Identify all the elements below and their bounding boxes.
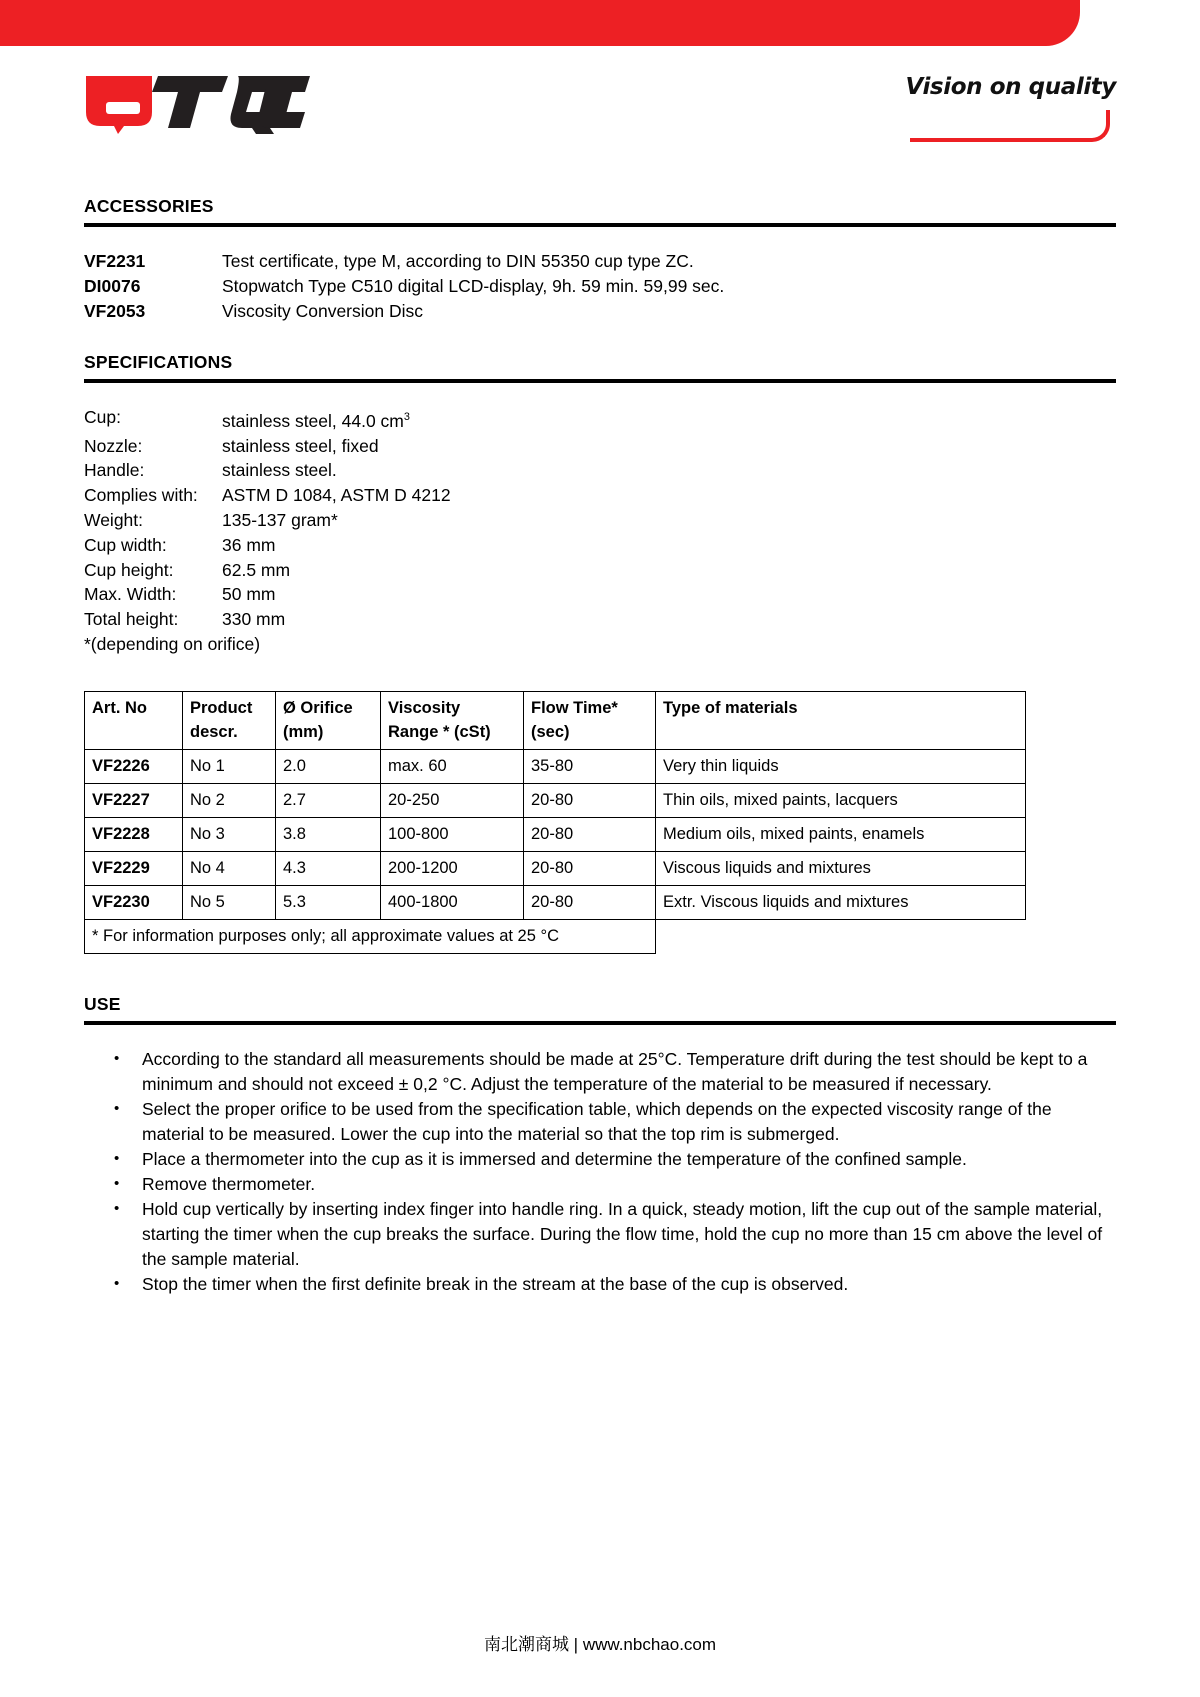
specification-row — [84, 458, 1116, 483]
cell-flow-time: 20-80 — [524, 885, 656, 919]
cell-materials: Extr. Viscous liquids and mixtures — [656, 885, 1026, 919]
header-red-band — [0, 0, 1080, 46]
cell-orifice: 5.3 — [276, 885, 381, 919]
specifications-divider — [84, 379, 1116, 383]
specification-row — [84, 558, 1116, 583]
cell-materials: Medium oils, mixed paints, enamels — [656, 817, 1026, 851]
accessory-description: Stopwatch Type C510 digital LCD-display, 9h. 59 min. 59,99 sec. — [222, 276, 725, 296]
column-header-viscosity-range: Viscosity Range * (cSt) — [381, 691, 524, 749]
table-footnote-row — [85, 919, 1026, 953]
tagline-text: Vision on quality — [905, 74, 1116, 100]
specification-label: Handle: — [84, 460, 145, 481]
page-footer: 南北潮商城 | www.nbchao.com — [483, 1635, 717, 1654]
column-header-type-of-materials: Type of materials — [656, 691, 1026, 749]
cell-art-no: VF2226 — [85, 749, 183, 783]
tqc-logo — [78, 68, 316, 136]
table-row — [85, 783, 1026, 817]
tqc-logo-icon — [78, 68, 316, 136]
cell-orifice: 2.0 — [276, 749, 381, 783]
specification-row — [84, 533, 1116, 558]
cell-materials: Thin oils, mixed paints, lacquers — [656, 783, 1026, 817]
specification-value: stainless steel, fixed — [222, 435, 379, 456]
cell-product: No 4 — [183, 851, 276, 885]
cell-art-no: VF2229 — [85, 851, 183, 885]
specification-row — [84, 483, 1116, 508]
list-item: • Place a thermometer into the cup as it is immersed and determine the temperature of the confined sample. — [114, 1147, 1116, 1172]
accessory-item — [84, 299, 1116, 324]
column-header-flow-time: Flow Time* (sec) — [524, 691, 656, 749]
specification-label: Cup height: — [84, 559, 174, 580]
specifications-heading: SPECIFICATIONS — [84, 352, 233, 372]
use-section — [84, 994, 1116, 1297]
cell-orifice: 2.7 — [276, 783, 381, 817]
use-divider — [84, 1021, 1116, 1025]
cell-viscosity: 20-250 — [381, 783, 524, 817]
column-header-orifice: Ø Orifice (mm) — [276, 691, 381, 749]
tagline-block — [872, 66, 1122, 146]
accessory-description: Viscosity Conversion Disc — [222, 301, 423, 321]
specification-label: Weight: — [84, 510, 144, 531]
cell-materials: Very thin liquids — [656, 749, 1026, 783]
cell-viscosity: 200-1200 — [381, 851, 524, 885]
cell-flow-time: 35-80 — [524, 749, 656, 783]
table-footnote-blank — [656, 919, 1026, 953]
column-header-product-descr: Product descr. — [183, 691, 276, 749]
list-item: • According to the standard all measurements should be made at 25°C. Temperature drift during the test should be kept to a minimum and should not exceed ± 0,2 °C. Adjust the temperature of the material to be measured if necessary. — [114, 1047, 1116, 1097]
specification-row — [84, 405, 1116, 434]
cell-materials: Viscous liquids and mixtures — [656, 851, 1026, 885]
accessory-description: Test certificate, type M, according to DIN 55350 cup type ZC. — [222, 251, 694, 271]
table-row — [85, 817, 1026, 851]
cell-flow-time: 20-80 — [524, 817, 656, 851]
cell-viscosity: max. 60 — [381, 749, 524, 783]
cell-product: No 2 — [183, 783, 276, 817]
table-footnote: * For information purposes only; all approximate values at 25 °C — [85, 919, 656, 953]
specification-value: 62.5 mm — [222, 559, 291, 580]
table-row — [85, 749, 1026, 783]
cell-viscosity: 100-800 — [381, 817, 524, 851]
cell-art-no: VF2227 — [85, 783, 183, 817]
accessories-section — [84, 196, 1116, 324]
page-content — [84, 196, 1116, 1297]
specification-label: Nozzle: — [84, 435, 143, 456]
specification-value: stainless steel, 44.0 $cm^3$ — [222, 410, 410, 431]
specification-row — [84, 607, 1116, 632]
cell-orifice: 4.3 — [276, 851, 381, 885]
specification-label: Cup width: — [84, 534, 167, 555]
cell-product: No 3 — [183, 817, 276, 851]
specification-row — [84, 434, 1116, 459]
specification-label: Max. Width: — [84, 584, 177, 605]
accessory-item — [84, 274, 1116, 299]
accessories-divider — [84, 223, 1116, 227]
list-item: • Select the proper orifice to be used from the specification table, which depends on the expected viscosity range of the material to be measured. Lower the cup into the material so that the top rim is submerged. — [114, 1097, 1116, 1147]
table-row — [85, 885, 1026, 919]
cell-art-no: VF2228 — [85, 817, 183, 851]
specification-value: 50 mm — [222, 584, 276, 605]
specifications-section — [84, 352, 1116, 657]
specification-value: stainless steel. — [222, 460, 337, 481]
accessory-code: DI0076 — [84, 276, 141, 296]
specification-value: ASTM D 1084, ASTM D 4212 — [222, 485, 451, 506]
accessory-item — [84, 249, 1116, 274]
specification-row — [84, 508, 1116, 533]
cell-orifice: 3.8 — [276, 817, 381, 851]
table-row — [85, 851, 1026, 885]
cell-flow-time: 20-80 — [524, 783, 656, 817]
specification-value: 330 mm — [222, 609, 286, 630]
use-heading: USE — [84, 993, 121, 1014]
accessory-code: VF2231 — [84, 251, 146, 271]
specification-value: 36 mm — [222, 534, 276, 555]
list-item: • Hold cup vertically by inserting index finger into handle ring. In a quick, steady motion, lift the cup out of the sample material, starting the timer when the cup breaks the surface. During the flow time, hold the cup no more than 15 cm above the level of the sample material. — [114, 1197, 1116, 1272]
cell-flow-time: 20-80 — [524, 851, 656, 885]
specifications-footnote: *(depending on orifice) — [84, 634, 261, 654]
page-header — [0, 0, 1200, 178]
cell-viscosity: 400-1800 — [381, 885, 524, 919]
list-item: • Remove thermometer. — [114, 1172, 1116, 1197]
cell-product: No 1 — [183, 749, 276, 783]
list-item: • Stop the timer when the first definite break in the stream at the base of the cup is observed. — [114, 1272, 1116, 1297]
cell-product: No 5 — [183, 885, 276, 919]
superscript: 3 — [403, 411, 410, 423]
specification-label: Complies with: — [84, 485, 198, 506]
specification-label: Cup: — [84, 407, 121, 427]
specification-value: 135-137 gram* — [222, 510, 338, 531]
accessories-heading: ACCESSORIES — [84, 196, 214, 216]
cell-art-no: VF2230 — [85, 885, 183, 919]
orifice-specification-table — [84, 691, 1026, 954]
specification-row — [84, 582, 1116, 607]
accessory-code: VF2053 — [84, 301, 146, 321]
table-header-row — [85, 691, 1026, 749]
column-header-art-no: Art. No — [85, 691, 183, 749]
specification-label: Total height: — [84, 609, 179, 630]
tagline-swoosh-icon — [910, 110, 1110, 142]
use-instructions-list — [84, 1047, 1116, 1297]
